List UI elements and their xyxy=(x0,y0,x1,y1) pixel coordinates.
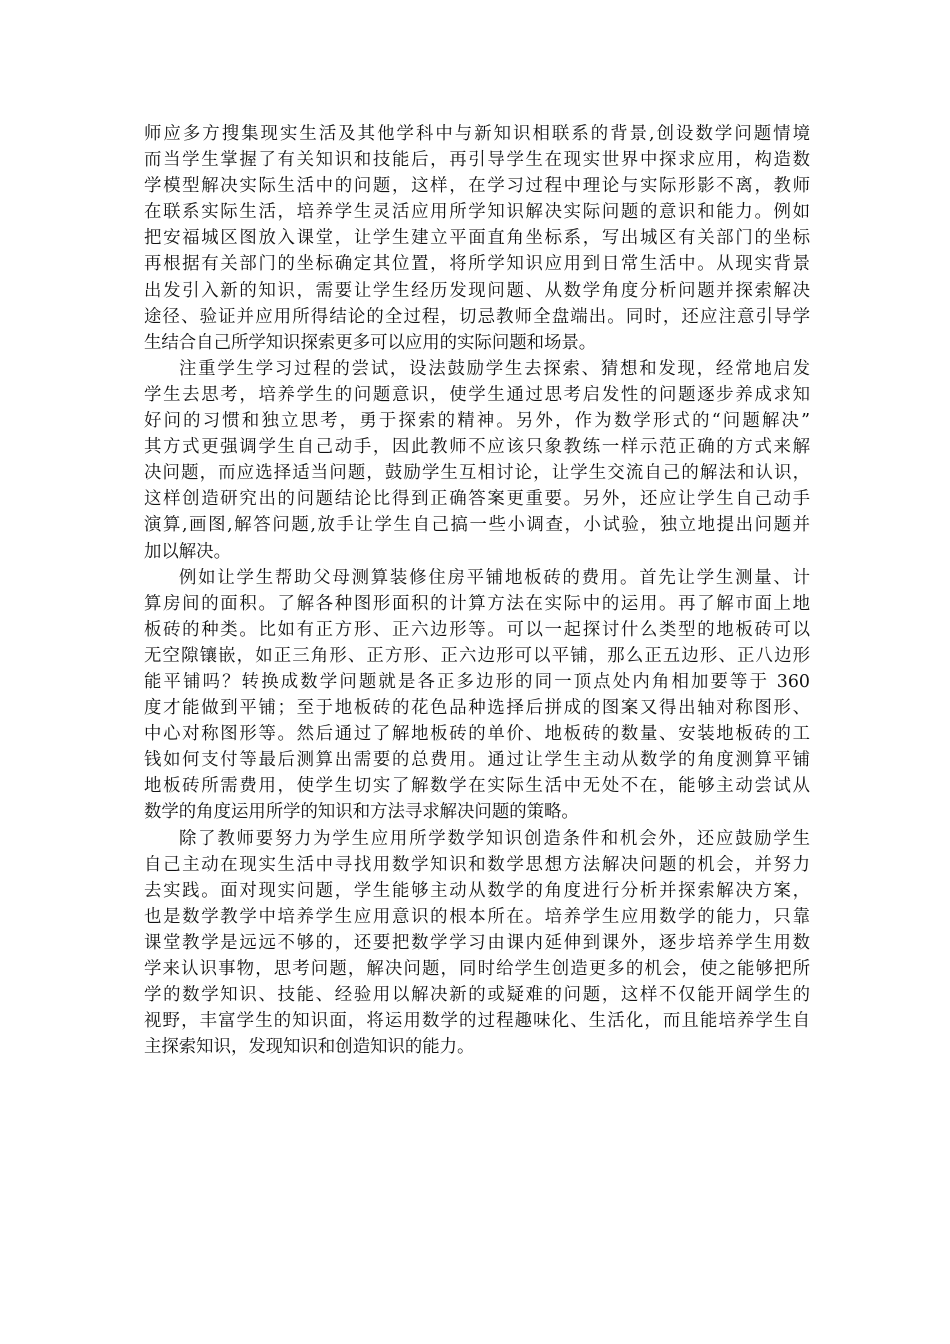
text-line: 地板砖所需费用，使学生切实了解数学在实际生活中无处不在，能够主动尝试从 xyxy=(144,776,810,797)
text-line: 其方式更强调学生自己动手，因此教师不应该只象教练一样示范正确的方式来解 xyxy=(144,437,810,458)
text-line: 注重学生学习过程的尝试，设法鼓励学生去探索、猜想和发现，经常地启发 xyxy=(179,358,810,379)
text-line: 演算,画图,解答问题,放手让学生自己搞一些小调查，小试验，独立地提出问题并 xyxy=(144,515,810,536)
text-line: 生结合自己所学知识探索更多可以应用的实际问题和场景。 xyxy=(144,332,597,353)
text-line: 好问的习惯和独立思考，勇于探索的精神。另外，作为数学形式的“问题解决” xyxy=(144,411,810,432)
text-line: 除了教师要努力为学生应用所学数学知识创造条件和机会外，还应鼓励学生 xyxy=(179,828,810,849)
text-line: 师应多方搜集现实生活及其他学科中与新知识相联系的背景,创设数学问题情境 xyxy=(144,124,810,144)
text-line: 去实践。面对现实问题，学生能够主动从数学的角度进行分析并探索解决方案， xyxy=(144,880,810,901)
text-line: 出发引入新的知识，需要让学生经历发现问题、从数学角度分析问题并探索解决 xyxy=(144,280,810,301)
text-line: 加以解决。 xyxy=(144,541,231,562)
paragraph xyxy=(144,356,810,565)
text-line: 这样创造研究出的问题结论比得到正确答案更重要。另外，还应让学生自己动手 xyxy=(144,489,810,510)
paragraph xyxy=(144,565,810,826)
paragraph xyxy=(144,121,810,356)
text-line: 再根据有关部门的坐标确定其位置，将所学知识应用到日常生活中。从现实背景 xyxy=(144,254,810,275)
text-line: 视野，丰富学生的知识面，将运用数学的过程趣味化、生活化，而且能培养学生自 xyxy=(144,1011,810,1032)
text-line: 中心对称图形等。然后通过了解地板砖的单价、地板砖的数量、安装地板砖的工 xyxy=(144,724,810,745)
text-line: 能平铺吗？转换成数学问题就是各正多边形的同一顶点处内角相加要等于 360 xyxy=(144,671,810,692)
text-line: 钱如何支付等最后测算出需要的总费用。通过让学生主动从数学的角度测算平铺 xyxy=(144,750,810,771)
text-line: 途径、验证并应用所得结论的全过程，切忌教师全盘端出。同时，还应注意引导学 xyxy=(144,306,810,327)
paragraph xyxy=(144,826,810,1061)
text-line: 也是数学教学中培养学生应用意识的根本所在。培养学生应用数学的能力，只靠 xyxy=(144,906,810,927)
text-line: 在联系实际生活，培养学生灵活应用所学知识解决实际问题的意识和能力。例如 xyxy=(144,202,810,223)
text-line: 主探索知识，发现知识和创造知识的能力。 xyxy=(144,1037,475,1058)
text-line: 决问题，而应选择适当问题，鼓励学生互相讨论，让学生交流自己的解法和认识， xyxy=(144,463,810,484)
text-line: 无空隙镶嵌，如正三角形、正方形、正六边形可以平铺，那么正五边形、正八边形 xyxy=(144,645,810,666)
text-line: 自己主动在现实生活中寻找用数学知识和数学思想方法解决问题的机会，并努力 xyxy=(144,854,810,875)
text-line: 例如让学生帮助父母测算装修住房平铺地板砖的费用。首先让学生测量、计 xyxy=(179,567,810,588)
text-line: 课堂教学是远远不够的，还要把数学学习由课内延伸到课外，逐步培养学生用数 xyxy=(144,932,810,953)
text-line: 算房间的面积。了解各种图形面积的计算方法在实际中的运用。再了解市面上地 xyxy=(144,593,810,614)
text-line: 度才能做到平铺；至于地板砖的花色品种选择后拼成的图案又得出轴对称图形、 xyxy=(144,698,810,719)
text-line: 学的数学知识、技能、经验用以解决新的或疑难的问题，这样不仅能开阔学生的 xyxy=(144,985,810,1006)
text-line: 而当学生掌握了有关知识和技能后，再引导学生在现实世界中探求应用，构造数 xyxy=(144,150,810,171)
document-body xyxy=(144,121,810,1060)
text-line: 学模型解决实际生活中的问题，这样，在学习过程中理论与实际形影不离，教师 xyxy=(144,176,810,197)
text-line: 学生去思考，培养学生的问题意识，使学生通过思考启发性的问题逐步养成求知 xyxy=(144,384,810,405)
text-line: 数学的角度运用所学的知识和方法寻求解决问题的策略。 xyxy=(144,802,579,823)
text-line: 把安福城区图放入课堂，让学生建立平面直角坐标系，写出城区有关部门的坐标 xyxy=(144,228,810,249)
text-line: 学来认识事物，思考问题，解决问题，同时给学生创造更多的机会，使之能够把所 xyxy=(144,959,810,979)
text-line: 板砖的种类。比如有正方形、正六边形等。可以一起探讨什么类型的地板砖可以 xyxy=(144,619,810,640)
